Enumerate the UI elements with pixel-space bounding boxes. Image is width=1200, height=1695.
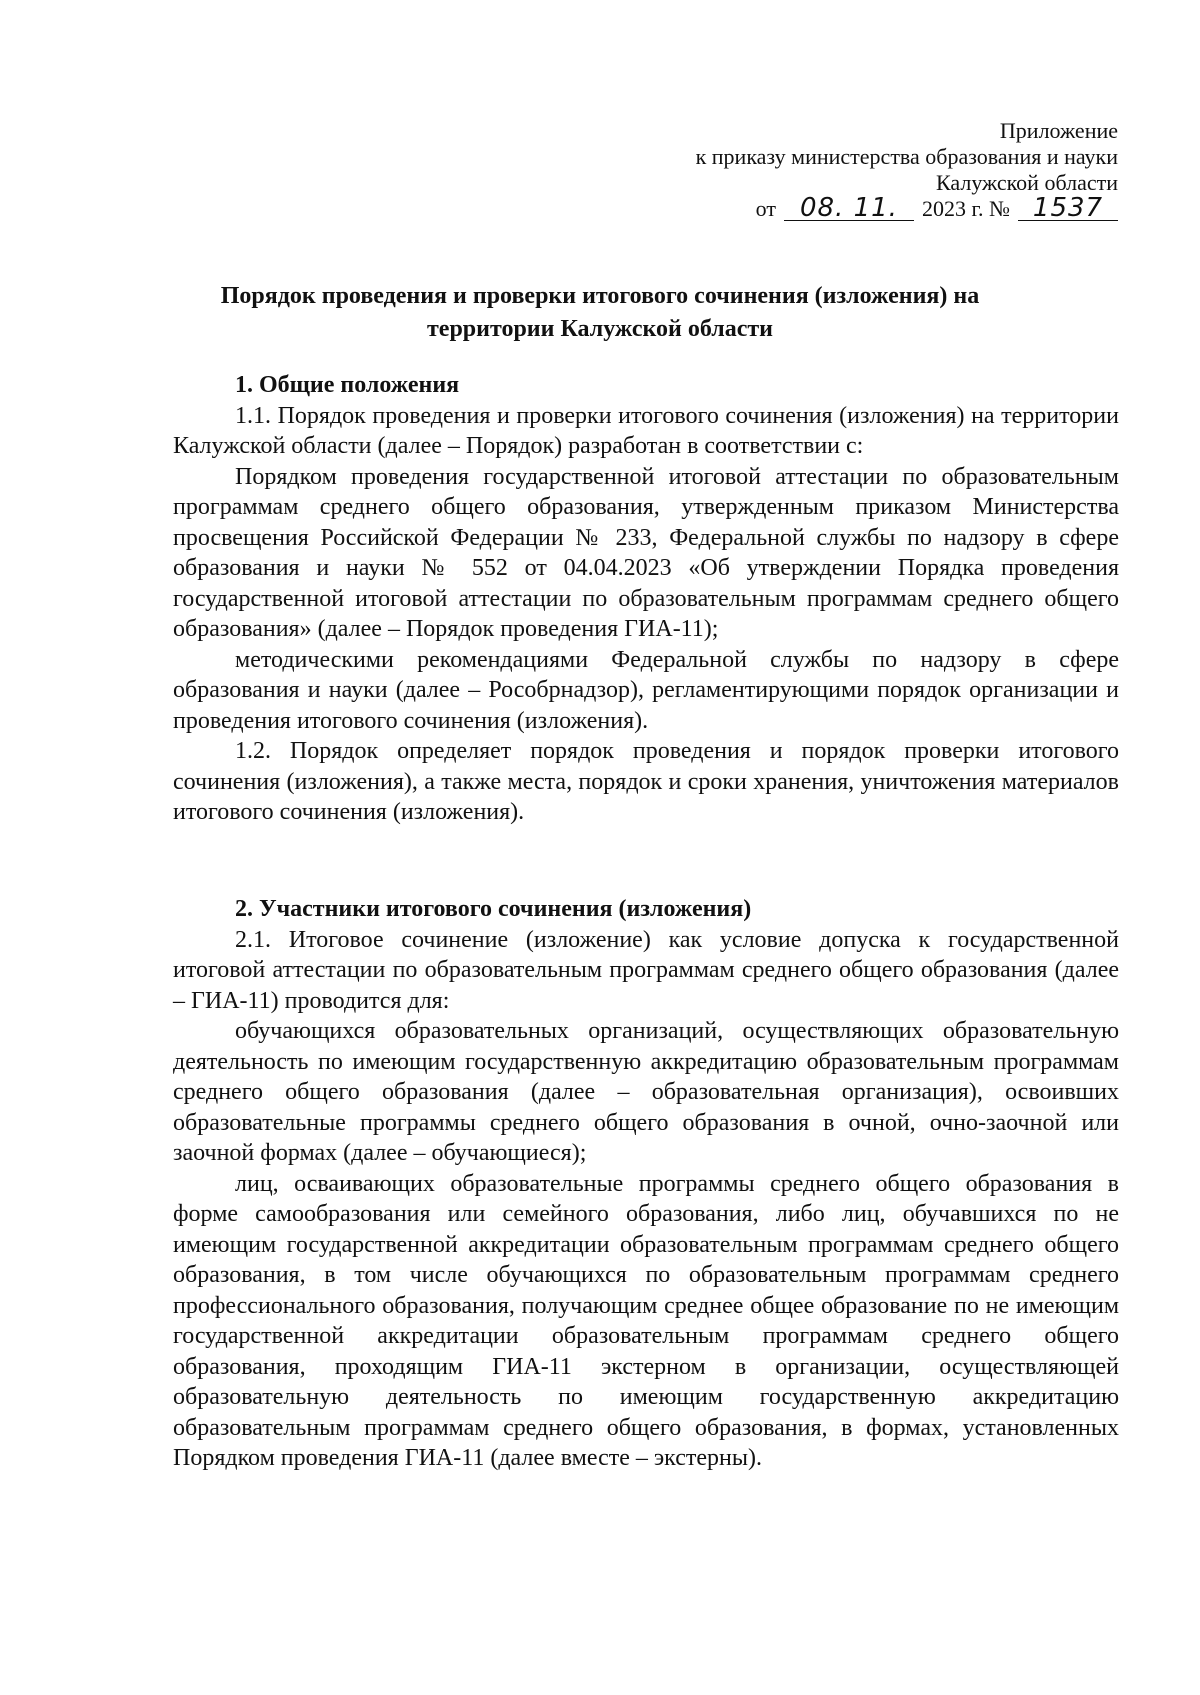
section-2-paragraph-3: лиц, осваивающих образовательные программы среднего общего образования в форме самообразования или семейного образования, либо лиц, обучавшихся по не имеющим государственной аккредитации образовательным программам среднего общего образования, в том числе обучающихся по образовательным программам среднего профессионального образования, получающим среднее общее образование по не имеющим государственной аккредитации образовательным программам среднего общего образования, проходящим ГИА-11 экстерном в организации, осуществляющей образовательную деятельность по имеющим государственную аккредитацию образовательным программам среднего общего образования, в формах, установленных Порядком проведения ГИА-11 (далее вместе – экстерны). bbox=[173, 1170, 1119, 1471]
year-number-label: 2023 г. № bbox=[921, 196, 1010, 221]
title-line-2: территории Калужской области bbox=[427, 316, 773, 342]
appendix-label: Приложение bbox=[999, 118, 1118, 143]
section-2-paragraph-2: обучающихся образовательных организаций, осуществляющих образовательную деятельность по имеющим государственную аккредитацию образовательным программам среднего общего образования (далее – образовательная организация), освоивших образовательные программы среднего общего образования в очной, очно-заочной или заочной формах (далее – обучающиеся); bbox=[173, 1018, 1119, 1166]
section-1-paragraph-4: 1.2. Порядок определяет порядок проведения и порядок проверки итогового сочинения (изложения), а также места, порядок и сроки хранения, уничтожения материалов итогового сочинения (изложения). bbox=[173, 738, 1119, 825]
section-1-heading: 1. Общие положения bbox=[235, 372, 460, 398]
appendix-block bbox=[696, 118, 1118, 222]
title-line-1: Порядок проведения и проверки итогового сочинения (изложения) на bbox=[220, 283, 980, 309]
section-2-paragraph-1: 2.1. Итоговое сочинение (изложение) как условие допуска к государственной итоговой аттестации по образовательным программам среднего общего образования (далее – ГИА-11) проводится для: bbox=[173, 926, 1119, 1014]
section-1-paragraph-1: 1.1. Порядок проведения и проверки итогового сочинения (изложения) на территории Калужской области (далее – Порядок) разработан в соответствии с: bbox=[173, 402, 1119, 459]
order-number-handwritten: 1537 bbox=[1018, 196, 1118, 221]
order-date-number bbox=[696, 193, 1118, 223]
appendix-order-ref: к приказу министерства образования и науки bbox=[695, 144, 1118, 169]
document-title bbox=[100, 280, 1100, 346]
section-2-heading: 2. Участники итогового сочинения (изложения) bbox=[235, 896, 752, 922]
section-1-paragraph-3: методическими рекомендациями Федеральной службы по надзору в сфере образования и науки (далее – Рособрнадзор), регламентирующими порядок организации и проведения итогового сочинения (изложения). bbox=[173, 646, 1119, 734]
from-label: от bbox=[755, 196, 776, 221]
section-participants bbox=[173, 894, 1119, 1474]
section-1-paragraph-2: Порядком проведения государственной итоговой аттестации по образовательным программам среднего общего образования, утвержденным приказом Министерства просвещения Российской Федерации № 233, Федеральной службы по надзору в сфере образования и науки № 552 от 04.04.2023 «Об утверждении Порядка проведения государственной итоговой аттестации по образовательным программам среднего общего образования» (далее – Порядок проведения ГИА-11); bbox=[173, 463, 1119, 642]
appendix-region: Калужской области bbox=[936, 170, 1118, 195]
order-date-handwritten: 08. 11. bbox=[784, 196, 914, 221]
section-general-provisions bbox=[173, 370, 1119, 828]
